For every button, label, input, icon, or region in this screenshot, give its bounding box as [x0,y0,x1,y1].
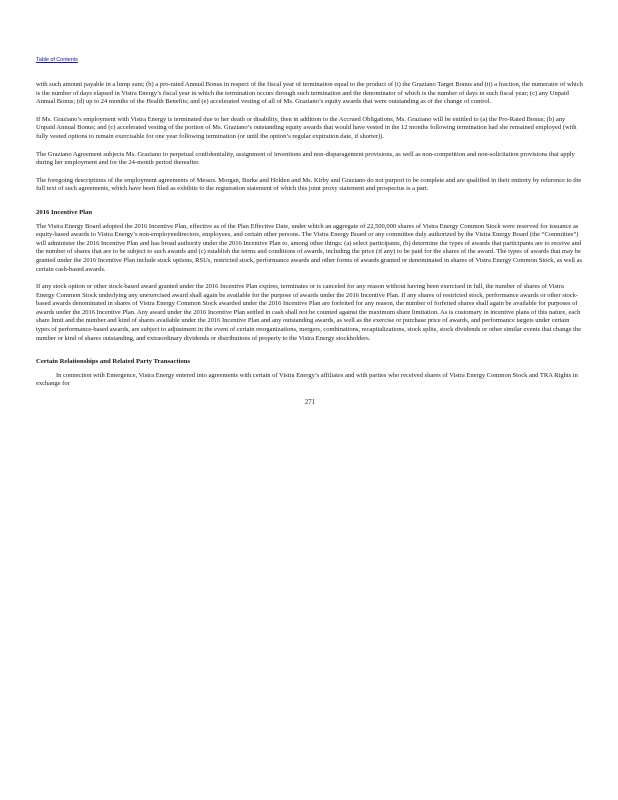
paragraph-incentive-plan-shares: If any stock option or other stock-based award granted under the 2016 Incentive Plan expires, terminates or is canceled for any reason without having been exercised in full, the number of shares of Vistra Energy Common Stock underlying any unexercised award shall again be available for the purpose of awards under the 2016 Incentive Plan. If any shares of restricted stock, performance awards or other stock-based awards denominated in shares of Vistra Energy Common Stock awarded under the 2016 Incentive Plan are forfeited for any reason, the number of forfeited shares shall again be available for purposes of awards under the 2016 Incentive Plan. Any award under the 2016 Incentive Plan settled in cash shall not be counted against the maximum share limitation. As is customary in incentive plans of this nature, each share limit and the number and kind of shares available under the 2016 Incentive Plan and any outstanding awards, as well as the exercise or purchase price of awards, and performance targets under certain types of performance-based awards, are subject to adjustment in the event of certain reorganizations, mergers, combinations, recapitalizations, stock splits, stock dividends or other similar events that change the number or kind of shares outstanding, and extraordinary dividends or distributions of property to the Vistra Energy stockholders. [36,283,582,342]
paragraph-severance-change-of-control: with such amount payable in a lump sum; (b) a pro-rated Annual Bonus in respect of the fiscal year of termination equal to the product of (i) the Graziano Target Bonus and (ii) a fraction, the numerator of which is the number of days elapsed in Vistra Energy’s fiscal year in which the termination occurs through such termination and the denominator of which is the number of days in such fiscal year; (c) any Unpaid Annual Bonus; (d) up to 24 months of the Health Benefits; and (e) accelerated vesting of all of Ms. Graziano’s equity awards that were outstanding as of the change of control. [36,81,583,106]
paragraph-qualification: The foregoing descriptions of the employment agreements of Messrs. Morgan, Burke and Holden and Ms. Kirby and Graziano do not purport to be complete and are qualified in their entirety by reference to the full text of such agreements, which have been filed as exhibits to the registration statement of which this joint proxy statement and prospectus is a part. [36,176,582,193]
spacer [36,66,584,81]
paragraph-death-disability: If Ms. Graziano’s employment with Vistra Energy is terminated due to her death or disability, then in addition to the Accrued Obligations, Ms. Graziano will be entitled to (a) the Pro-Rated Bonus; (b) any Unpaid Annual Bonus; and (c) accelerated vesting of the portion of Ms. Graziano’s outstanding equity awards that would have vested in the 12 months following termination had she remained employed (with fully vested options to remain exercisable for one year following termination (or until the option’s regular expiration date, if shorter)). [36,115,577,140]
paragraph-related-party-intro: In connection with Emergence, Vistra Energy entered into agreements with certain of Vistra Energy’s affiliates and with parties who received shares of Vistra Energy Common Stock and TRA Rights in exchange for [36,371,578,388]
paragraph-incentive-plan-overview: The Vistra Energy Board adopted the 2016 Incentive Plan, effective as of the Plan Effective Date, under which an aggregate of 22,500,000 shares of Vistra Energy Common Stock were reserved for issuance as equity-based awards to Vistra Energy’s non-employeedirectors, employees, and certain other persons. The Vistra Energy Board or any committee duly authorized by the Vistra Energy Board (the “Committee”) will administer the 2016 Incentive Plan and has broad authority under the 2016 Incentive Plan to, among other things: (a) select participants, (b) determine the types of awards that participants are to receive and the number of shares that are to be subject to such awards and (c) establish the terms and conditions of awards, including the price (if any) to be paid for the shares of the award. The types of awards that may be granted under the 2016 Incentive Plan include stock options, RSUs, restricted stock, performance awards and other forms of awards granted or denominated in shares of Vistra Energy Common Stock, as well as certain cash-based awards. [36,222,582,273]
document-page [36,48,584,406]
paragraph-restrictive-covenants: The Graziano Agreement subjects Ms. Graziano to perpetual confidentiality, assignment of inventions and non-disparagement provisions, as well as non-competition and non-solicitation provisions that apply during her employment and for the 24-month period thereafter. [36,150,575,167]
table-of-contents-link[interactable]: Table of Contents [36,57,78,63]
section-heading-related-party: Certain Relationships and Related Party Transactions [36,358,191,366]
section-heading-incentive-plan: 2016 Incentive Plan [36,208,93,216]
page-number: 271 [304,399,316,407]
